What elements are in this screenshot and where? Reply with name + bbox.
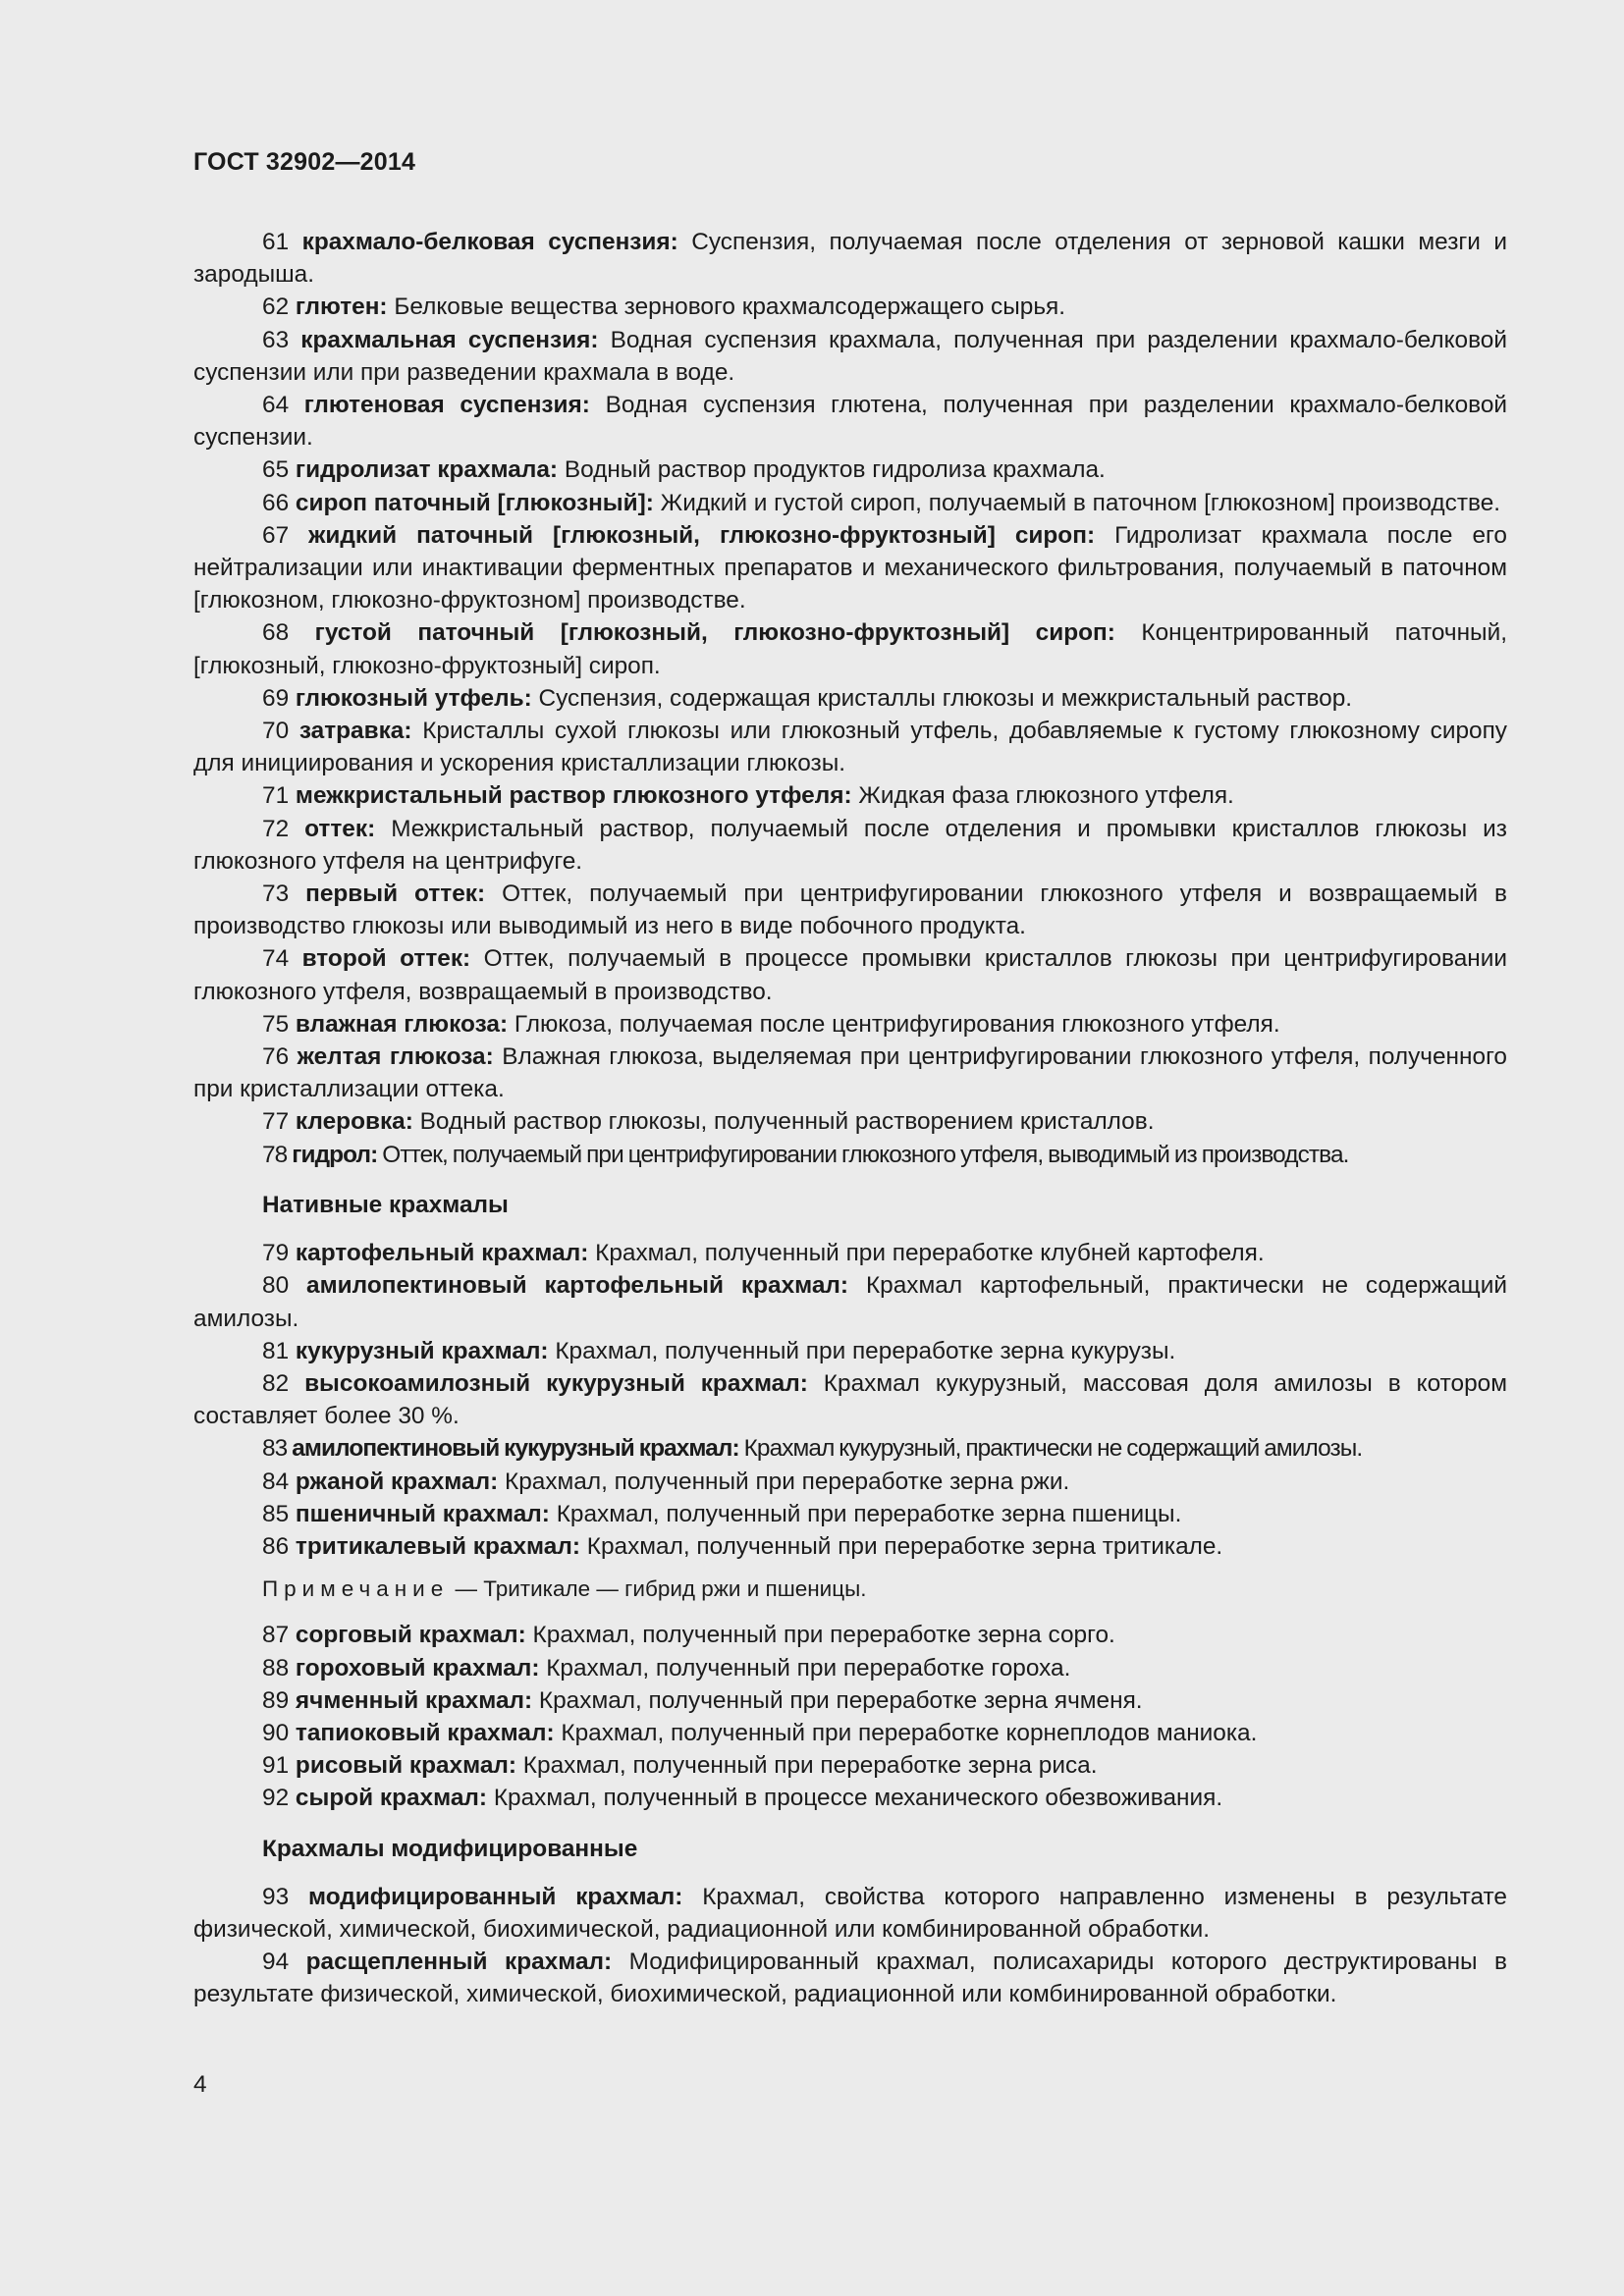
term-number: 71 <box>262 782 290 810</box>
note-label: Примечание <box>262 1576 450 1602</box>
term-definition: Межкристальный раствор, получаемый после отделения и промывки кристаллов глюкозы из глюкозного утфеля на центрифуге. <box>193 815 1507 875</box>
term-definition: Глюкоза, получаемая после центрифугирования глюкозного утфеля. <box>514 1010 1280 1038</box>
term-entry <box>193 1946 1507 2010</box>
term-entry <box>193 389 1507 454</box>
term-title: глюкозный утфель: <box>295 684 532 712</box>
terms-list-part2 <box>193 1237 1507 1563</box>
term-title: глютен: <box>295 294 388 321</box>
term-definition: Крахмал, полученный при переработке корнеплодов маниока. <box>561 1719 1258 1746</box>
term-title: клеровка: <box>295 1108 413 1136</box>
term-number: 84 <box>262 1468 290 1495</box>
term-number: 82 <box>262 1369 290 1397</box>
term-title: амилопектиновый кукурузный крахмал: <box>292 1435 739 1463</box>
term-entry <box>193 519 1507 617</box>
term-title: жидкий паточный [глюкозный, глюкозно-фруктозный] сироп: <box>308 521 1096 549</box>
term-definition: Жидкая фаза глюкозного утфеля. <box>858 782 1234 810</box>
term-title: сырой крахмал: <box>295 1785 488 1812</box>
term-definition: Крахмал, полученный при переработке зерна сорго. <box>532 1622 1115 1649</box>
term-title: второй оттек: <box>301 945 471 973</box>
term-number: 69 <box>262 684 290 712</box>
term-definition: Концентрированный паточный, [глюкозный, глюкозно-фруктозный] сироп. <box>193 619 1507 679</box>
term-entry <box>193 1530 1507 1563</box>
term-entry <box>193 616 1507 681</box>
term-entry <box>193 1782 1507 1814</box>
term-title: ржаной крахмал: <box>295 1468 499 1495</box>
term-title: межкристальный раствор глюкозного утфеля: <box>295 782 852 810</box>
term-entry <box>193 779 1507 812</box>
term-number: 62 <box>262 294 290 321</box>
page-number: 4 <box>193 2071 207 2098</box>
term-title: кукурузный крахмал: <box>295 1337 549 1364</box>
term-title: влажная глюкоза: <box>295 1010 509 1038</box>
term-number: 75 <box>262 1010 290 1038</box>
term-title: густой паточный [глюкозный, глюкозно-фруктозный] сироп: <box>314 619 1115 647</box>
term-number: 86 <box>262 1532 290 1560</box>
term-definition: Крахмал, свойства которого направленно изменены в результате физической, химической, биохимической, радиационной или комбинированной обработки. <box>193 1883 1507 1943</box>
term-title: гороховый крахмал: <box>295 1654 540 1682</box>
term-definition: Крахмал картофельный, практически не содержащий амилозы. <box>193 1272 1507 1332</box>
document-body <box>193 226 1507 2011</box>
term-title: тапиоковый крахмал: <box>295 1719 555 1746</box>
term-number: 77 <box>262 1108 290 1136</box>
term-title: расщепленный крахмал: <box>305 1949 613 1976</box>
term-number: 85 <box>262 1500 290 1527</box>
term-definition: Крахмал, полученный при переработке зерна кукурузы. <box>555 1337 1176 1364</box>
term-definition: Белковые вещества зернового крахмалсодержащего сырья. <box>394 294 1066 321</box>
term-title: картофельный крахмал: <box>295 1240 589 1267</box>
term-entry <box>193 1749 1507 1782</box>
term-definition: Модифицированный крахмал, полисахариды которого деструктированы в результате физической, химической, биохимической, радиационной или комбинированной обработки. <box>193 1949 1507 2008</box>
term-definition: Водная суспензия глютена, полученная при разделении крахмало-белковой суспензии. <box>193 392 1508 452</box>
term-number: 89 <box>262 1686 290 1714</box>
term-entry <box>193 1367 1507 1432</box>
term-number: 93 <box>262 1883 290 1910</box>
term-definition: Суспензия, содержащая кристаллы глюкозы и межкристальный раствор. <box>538 684 1353 712</box>
term-number: 91 <box>262 1752 290 1780</box>
term-entry <box>193 1717 1507 1749</box>
term-definition: Крахмал, полученный при переработке зерна ячменя. <box>538 1686 1143 1714</box>
term-title: тритикалевый крахмал: <box>295 1532 580 1560</box>
section-heading-modified-starches: Крахмалы модифицированные <box>262 1835 638 1862</box>
term-definition: Крахмал, полученный при переработке гороха. <box>546 1654 1071 1682</box>
term-number: 64 <box>262 392 290 419</box>
term-number: 68 <box>262 619 290 647</box>
term-title: желтая глюкоза: <box>297 1043 494 1071</box>
term-entry <box>193 1139 1507 1171</box>
term-entry <box>193 1466 1507 1498</box>
term-definition: Кристаллы сухой глюкозы или глюкозный утфель, добавляемые к густому глюкозному сиропу для инициирования и ускорения кристаллизации глюкозы. <box>193 718 1507 777</box>
term-definition: Жидкий и густой сироп, получаемый в паточном [глюкозном] производстве. <box>660 489 1501 516</box>
term-title: пшеничный крахмал: <box>295 1500 550 1527</box>
terms-list-part3 <box>193 1619 1507 1814</box>
term-title: сорговый крахмал: <box>295 1622 526 1649</box>
term-entry <box>193 1619 1507 1651</box>
term-definition: Крахмал, полученный при переработке зерна риса. <box>522 1752 1098 1780</box>
term-number: 88 <box>262 1654 290 1682</box>
term-number: 87 <box>262 1622 290 1649</box>
term-definition: Крахмал, полученный при переработке зерна пшеницы. <box>556 1500 1182 1527</box>
term-definition: Гидролизат крахмала после его нейтрализации или инактивации ферментных препаратов и механического фильтрования, получаемый в паточном [глюкозном, глюкозно-фруктозном] производстве. <box>193 521 1507 614</box>
term-definition: Оттек, получаемый при центрифугировании глюкозного утфеля, выводимый из производства. <box>382 1141 1349 1168</box>
term-number: 81 <box>262 1337 290 1364</box>
term-entry <box>193 813 1507 878</box>
term-definition: Крахмал, полученный при переработке зерна ржи. <box>504 1468 1070 1495</box>
term-title: сироп паточный [глюкозный]: <box>295 489 654 516</box>
term-entry <box>193 1652 1507 1684</box>
note <box>262 1573 1507 1605</box>
term-entry <box>193 682 1507 715</box>
term-entry <box>193 942 1507 1007</box>
term-definition: Влажная глюкоза, выделяемая при центрифугировании глюкозного утфеля, полученного при кристаллизации оттека. <box>193 1043 1507 1103</box>
term-number: 66 <box>262 489 290 516</box>
document-header: ГОСТ 32902—2014 <box>193 148 416 176</box>
term-title: крахмало-белковая суспензия: <box>301 229 678 255</box>
term-number: 78 <box>262 1141 288 1168</box>
term-entry <box>193 291 1507 323</box>
term-number: 73 <box>262 881 290 908</box>
term-definition: Оттек, получаемый в процессе промывки кристаллов глюкозы при центрифугировании глюкозного утфеля, возвращаемый в производство. <box>193 945 1508 1005</box>
term-entry <box>193 1008 1507 1041</box>
term-title: амилопектиновый картофельный крахмал: <box>306 1272 849 1300</box>
term-number: 63 <box>262 326 290 353</box>
term-entry <box>193 1041 1507 1105</box>
term-definition: Крахмал, полученный при переработке клубней картофеля. <box>595 1240 1265 1267</box>
term-entry <box>193 715 1507 779</box>
term-entry <box>193 1498 1507 1530</box>
term-title: высокоамилозный кукурузный крахмал: <box>304 1369 808 1397</box>
term-title: первый оттек: <box>305 881 486 908</box>
term-definition: Крахмал, полученный при переработке зерна тритикале. <box>586 1532 1223 1560</box>
term-title: рисовый крахмал: <box>295 1752 517 1780</box>
term-definition: Водная суспензия крахмала, полученная при разделении крахмало-белковой суспензии или при разведении крахмала в воде. <box>193 326 1507 386</box>
term-title: оттек: <box>304 815 376 842</box>
term-title: гидрол: <box>292 1141 378 1168</box>
term-entry <box>193 454 1507 486</box>
term-entry <box>193 1881 1507 1946</box>
term-number: 67 <box>262 521 290 549</box>
term-definition: Водный раствор глюкозы, полученный растворением кристаллов. <box>419 1108 1155 1136</box>
term-title: ячменный крахмал: <box>295 1686 533 1714</box>
note-dash: — <box>449 1576 484 1602</box>
term-entry <box>193 487 1507 519</box>
term-number: 61 <box>262 229 290 255</box>
term-number: 94 <box>262 1949 290 1976</box>
term-number: 92 <box>262 1785 290 1812</box>
term-entry <box>193 1432 1507 1465</box>
term-definition: Суспензия, получаемая после отделения от зерновой кашки мезги и зародыша. <box>193 229 1507 289</box>
term-number: 70 <box>262 718 290 745</box>
term-number: 90 <box>262 1719 290 1746</box>
term-definition: Крахмал кукурузный, массовая доля амилозы в котором составляет более 30 %. <box>193 1369 1507 1430</box>
term-entry <box>193 1237 1507 1269</box>
term-entry <box>193 1269 1507 1334</box>
term-number: 83 <box>262 1435 288 1463</box>
term-entry <box>193 1335 1507 1367</box>
term-title: модифицированный крахмал: <box>307 1883 683 1910</box>
term-entry <box>193 1105 1507 1138</box>
terms-list-part4 <box>193 1881 1507 2011</box>
term-number: 74 <box>262 945 290 973</box>
term-entry <box>193 226 1507 291</box>
term-number: 72 <box>262 815 290 842</box>
term-definition: Водный раствор продуктов гидролиза крахмала. <box>564 456 1106 484</box>
term-number: 76 <box>262 1043 290 1071</box>
term-title: глютеновая суспензия: <box>303 392 590 419</box>
terms-list-part1 <box>193 226 1507 1171</box>
term-title: крахмальная суспензия: <box>300 326 599 353</box>
term-title: гидролизат крахмала: <box>295 456 559 484</box>
term-entry <box>193 324 1507 389</box>
term-entry <box>193 1684 1507 1717</box>
note-text: Тритикале — гибрид ржи и пшеницы. <box>483 1576 867 1602</box>
term-definition: Крахмал кукурузный, практически не содержащий амилозы. <box>743 1435 1363 1463</box>
term-title: затравка: <box>298 718 412 745</box>
term-entry <box>193 878 1507 942</box>
term-definition: Оттек, получаемый при центрифугировании глюкозного утфеля и возвращаемый в производство глюкозы или выводимый из него в виде побочного продукта. <box>193 881 1508 940</box>
section-heading-native-starches: Нативные крахмалы <box>262 1191 509 1218</box>
term-number: 80 <box>262 1272 290 1300</box>
term-number: 65 <box>262 456 290 484</box>
term-number: 79 <box>262 1240 290 1267</box>
term-definition: Крахмал, полученный в процессе механического обезвоживания. <box>493 1785 1223 1812</box>
